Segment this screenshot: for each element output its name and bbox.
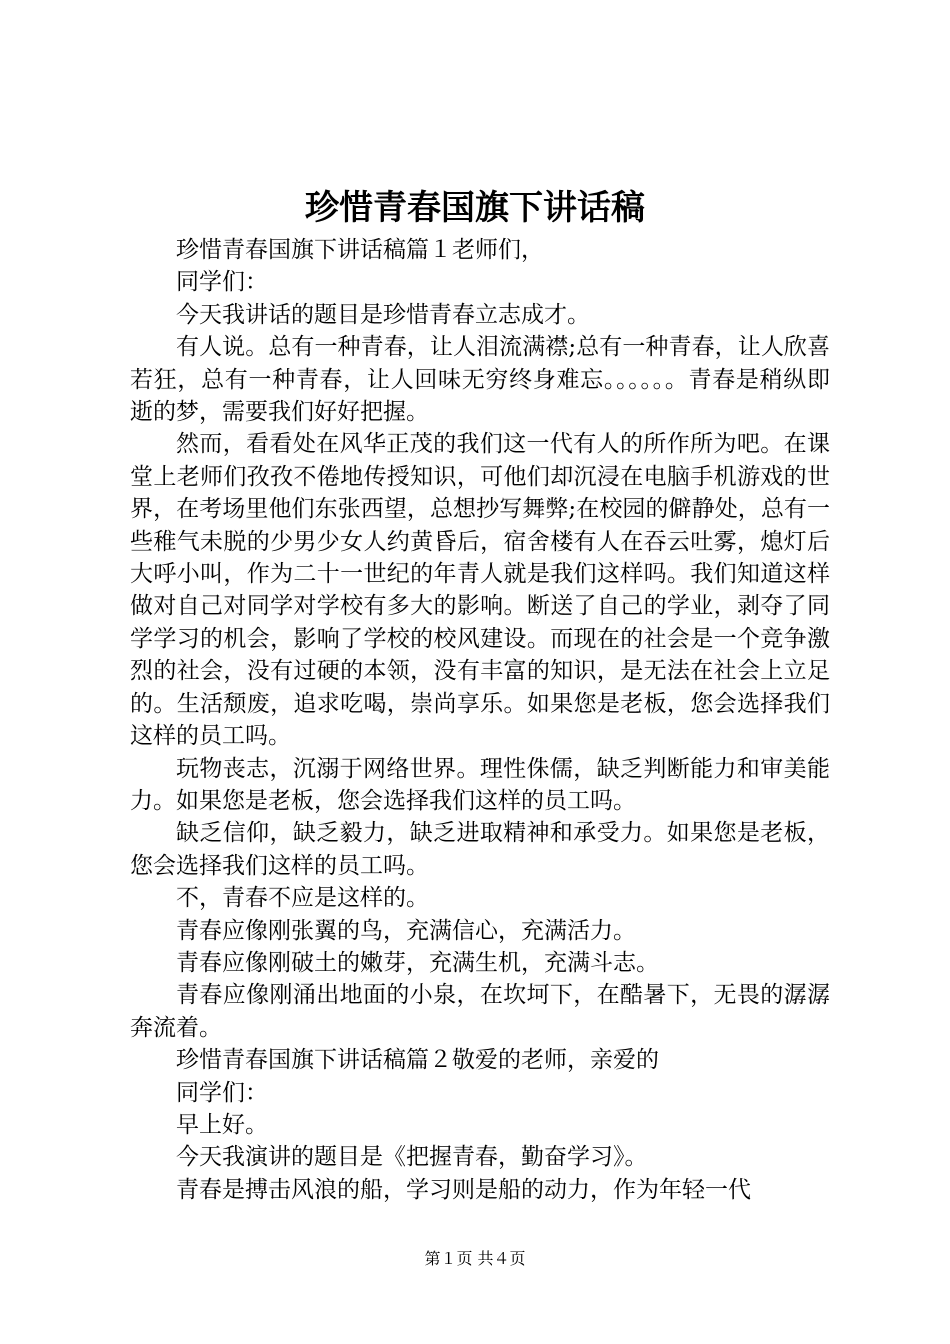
paragraph: 青春应像刚破土的嫩芽，充满生机，充满斗志。 xyxy=(176,949,659,976)
document-title: 珍惜青春国旗下讲话稿 xyxy=(305,188,645,228)
paragraph: 有人说。总有一种青春，让人泪流满襟;总有一种青春，让人欣喜若狂，总有一种青春，让人回味无穷终身难忘。。。。。。青春是稍纵即逝的梦，需要我们好好把握。 xyxy=(130,334,830,426)
paragraph: 早上好。 xyxy=(176,1111,268,1138)
paragraph: 同学们： xyxy=(176,1079,268,1106)
document-body xyxy=(130,234,830,1206)
paragraph: 青春应像刚涌出地面的小泉，在坎坷下，在酷暑下，无畏的潺潺奔流着。 xyxy=(130,982,830,1041)
paragraph: 玩物丧志，沉溺于网络世界。理性侏儒，缺乏判断能力和审美能力。如果您是老板，您会选择我们这样的员工吗。 xyxy=(130,755,830,814)
paragraph: 珍惜青春国旗下讲话稿篇１老师们， xyxy=(176,237,544,263)
paragraph: 珍惜青春国旗下讲话稿篇２敬爱的老师，亲爱的 xyxy=(176,1047,659,1074)
paragraph: 缺乏信仰，缺乏毅力，缺乏进取精神和承受力。如果您是老板，您会选择我们这样的员工吗。 xyxy=(130,820,830,879)
paragraph: 青春是搏击风浪的船，学习则是船的动力，作为年轻一代 xyxy=(176,1176,751,1203)
paragraph: 然而，看看处在风华正茂的我们这一代有人的所作所为吧。在课堂上老师们孜孜不倦地传授知识，可他们却沉浸在电脑手机游戏的世界，在考场里他们东张西望，总想抄写舞弊;在校园的僻静处，总有一些稚气未脱的少男少女人约黄昏后，宿舍楼有人在吞云吐雾，熄灯后大呼小叫，作为二十一世纪的年青人就是我们这样吗。我们知道这样做对自己对同学对学校有多大的影响。断送了自己的学业，剥夺了同学学习的机会，影响了学校的校风建设。而现在的社会是一个竞争激烈的社会，没有过硬的本领，没有丰富的知识，是无法在社会上立足的。生活颓废，追求吃喝，崇尚享乐。如果您是老板，您会选择我们这样的员工吗。 xyxy=(130,431,830,750)
paragraph: 青春应像刚张翼的鸟，充满信心，充满活力。 xyxy=(176,917,636,944)
paragraph: 同学们： xyxy=(176,269,268,296)
page-number-footer: 第１页 共４页 xyxy=(424,1249,526,1268)
paragraph: 今天我演讲的题目是《把握青春，勤奋学习》。 xyxy=(176,1144,648,1171)
paragraph: 今天我讲话的题目是珍惜青春立志成才。 xyxy=(176,301,590,328)
paragraph: 不，青春不应是这样的。 xyxy=(176,885,429,912)
